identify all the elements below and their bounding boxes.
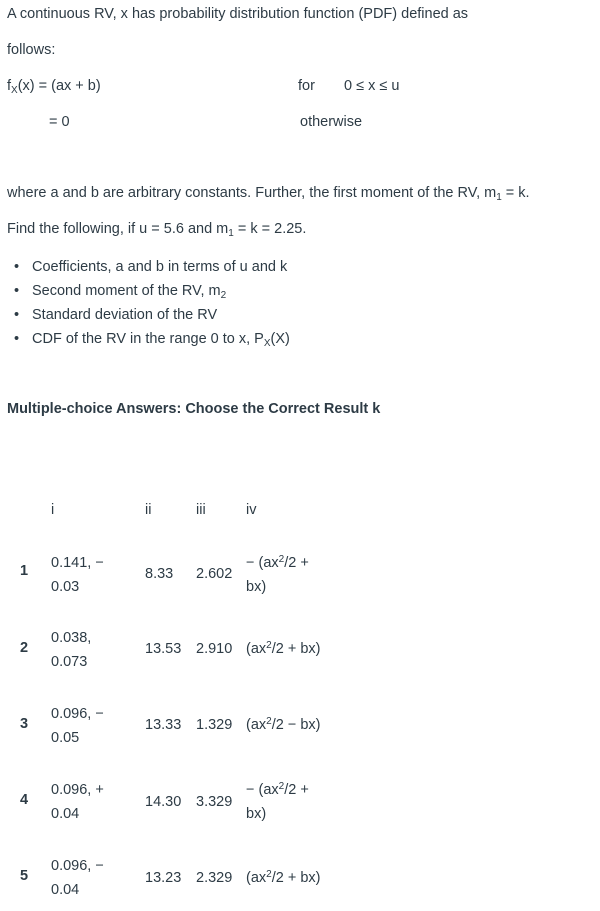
intro-line-2: follows: [7, 42, 56, 58]
table-cell-iv-sup: 2 [278, 554, 285, 565]
intro-line-1: A continuous RV, x has probability distribution function (PDF) defined as [7, 6, 469, 22]
paragraph-find-text: Find the following, if u = 5.6 and m [7, 221, 229, 237]
table-cell-iv-sup: 2 [266, 716, 272, 727]
table-cell-iv-sup: 2 [266, 869, 272, 880]
paragraph-moment-sub: 1 [496, 192, 502, 203]
table-cell-i-line1: 0.038, [51, 630, 92, 646]
task-item-second-moment-text: Second moment of the RV, m [32, 283, 221, 299]
task-item-coefficients-text: Coefficients, a and b in terms of u and k [32, 259, 288, 275]
table-cell-i [51, 778, 104, 826]
task-item-std-dev [14, 303, 290, 327]
table-cell-iv-b: /2 + [284, 555, 309, 571]
table-cell-iv-sup: 2 [278, 781, 285, 792]
task-item-second-moment-sub: 2 [220, 290, 227, 301]
table-cell-i-line1: 0.096, − [51, 706, 104, 722]
table-cell-i [51, 551, 104, 599]
pdf-f: f [7, 78, 12, 94]
table-cell-iii: 2.329 [196, 870, 233, 886]
table-cell-iv-b: /2 + bx) [271, 641, 321, 657]
table-cell-iv [246, 870, 320, 886]
pdf-for-label: for [298, 78, 315, 94]
paragraph-find-sub: 1 [228, 228, 234, 239]
table-cell-i-line2: 0.05 [51, 730, 80, 746]
answers-heading: Multiple-choice Answers: Choose the Correct Result k [7, 401, 381, 417]
table-cell-iv-sup: 2 [266, 640, 272, 651]
task-item-std-dev-text: Standard deviation of the RV [32, 307, 218, 323]
table-row-number: 1 [20, 563, 29, 579]
task-item-cdf-sub: X [263, 338, 271, 349]
table-header-ii: ii [145, 502, 152, 518]
table-cell-ii: 8.33 [145, 566, 174, 582]
table-cell-iv [246, 551, 309, 599]
task-list [14, 255, 290, 351]
pdf-subscript: X [11, 85, 18, 96]
table-cell-iv [246, 641, 320, 657]
table-cell-iii: 2.910 [196, 641, 233, 657]
table-cell-iv-a: (ax [246, 717, 267, 733]
table-header-iv: iv [246, 502, 257, 518]
pdf-expression-rest: (x) = (ax + b) [17, 78, 101, 94]
table-cell-iv-line2: bx) [246, 806, 267, 822]
table-cell-i-line2: 0.04 [51, 882, 80, 898]
table-cell-iv-b: /2 + [284, 782, 309, 798]
table-cell-i-line1: 0.096, + [51, 782, 104, 798]
table-cell-iv-line2: bx) [246, 579, 267, 595]
table-cell-iii: 2.602 [196, 566, 233, 582]
task-item-cdf [14, 327, 290, 351]
paragraph-moment-tail: = k. [501, 185, 530, 201]
table-cell-i [51, 626, 91, 674]
table-cell-iii: 1.329 [196, 717, 233, 733]
table-cell-iv-b: /2 − bx) [271, 717, 321, 733]
task-item-cdf-tail: (X) [270, 331, 290, 347]
table-cell-iv-b: /2 + bx) [271, 870, 321, 886]
table-cell-iv-a: (ax [246, 870, 267, 886]
table-cell-i-line2: 0.073 [51, 654, 88, 670]
table-row-number: 5 [20, 868, 29, 884]
table-cell-iv [246, 778, 309, 826]
pdf-otherwise: otherwise [300, 114, 363, 130]
table-header-iii: iii [196, 502, 206, 518]
task-item-cdf-text: CDF of the RV in the range 0 to x, P [32, 331, 264, 347]
table-cell-iv-a: − (ax [246, 555, 279, 571]
table-cell-iv-a: (ax [246, 641, 267, 657]
table-cell-ii: 13.53 [145, 641, 182, 657]
table-cell-iv-line1 [246, 551, 309, 575]
table-cell-ii: 13.33 [145, 717, 182, 733]
table-cell-ii: 14.30 [145, 794, 182, 810]
paragraph-find-tail: = k = 2.25. [233, 221, 307, 237]
table-cell-iv [246, 717, 320, 733]
table-cell-iv-a: − (ax [246, 782, 279, 798]
table-header-i: i [51, 502, 55, 518]
table-cell-i-line1: 0.141, − [51, 555, 104, 571]
table-cell-iii: 3.329 [196, 794, 233, 810]
table-row-number: 3 [20, 716, 29, 732]
table-cell-i-line1: 0.096, − [51, 858, 104, 874]
task-item-coefficients [14, 255, 290, 279]
table-cell-i [51, 702, 104, 750]
paragraph-moment-text: where a and b are arbitrary constants. Further, the first moment of the RV, m [7, 185, 497, 201]
pdf-zero: = 0 [49, 114, 70, 130]
paragraph-moment [7, 185, 530, 201]
table-cell-i [51, 854, 104, 902]
pdf-range: 0 ≤ x ≤ u [344, 78, 400, 94]
table-cell-ii: 13.23 [145, 870, 182, 886]
table-row-number: 2 [20, 640, 29, 656]
pdf-expression [7, 78, 101, 94]
paragraph-find [7, 221, 306, 237]
task-item-second-moment [14, 279, 290, 303]
table-cell-i-line2: 0.03 [51, 579, 80, 595]
table-row-number: 4 [20, 792, 29, 808]
table-cell-iv-line1 [246, 778, 309, 802]
table-cell-i-line2: 0.04 [51, 806, 80, 822]
